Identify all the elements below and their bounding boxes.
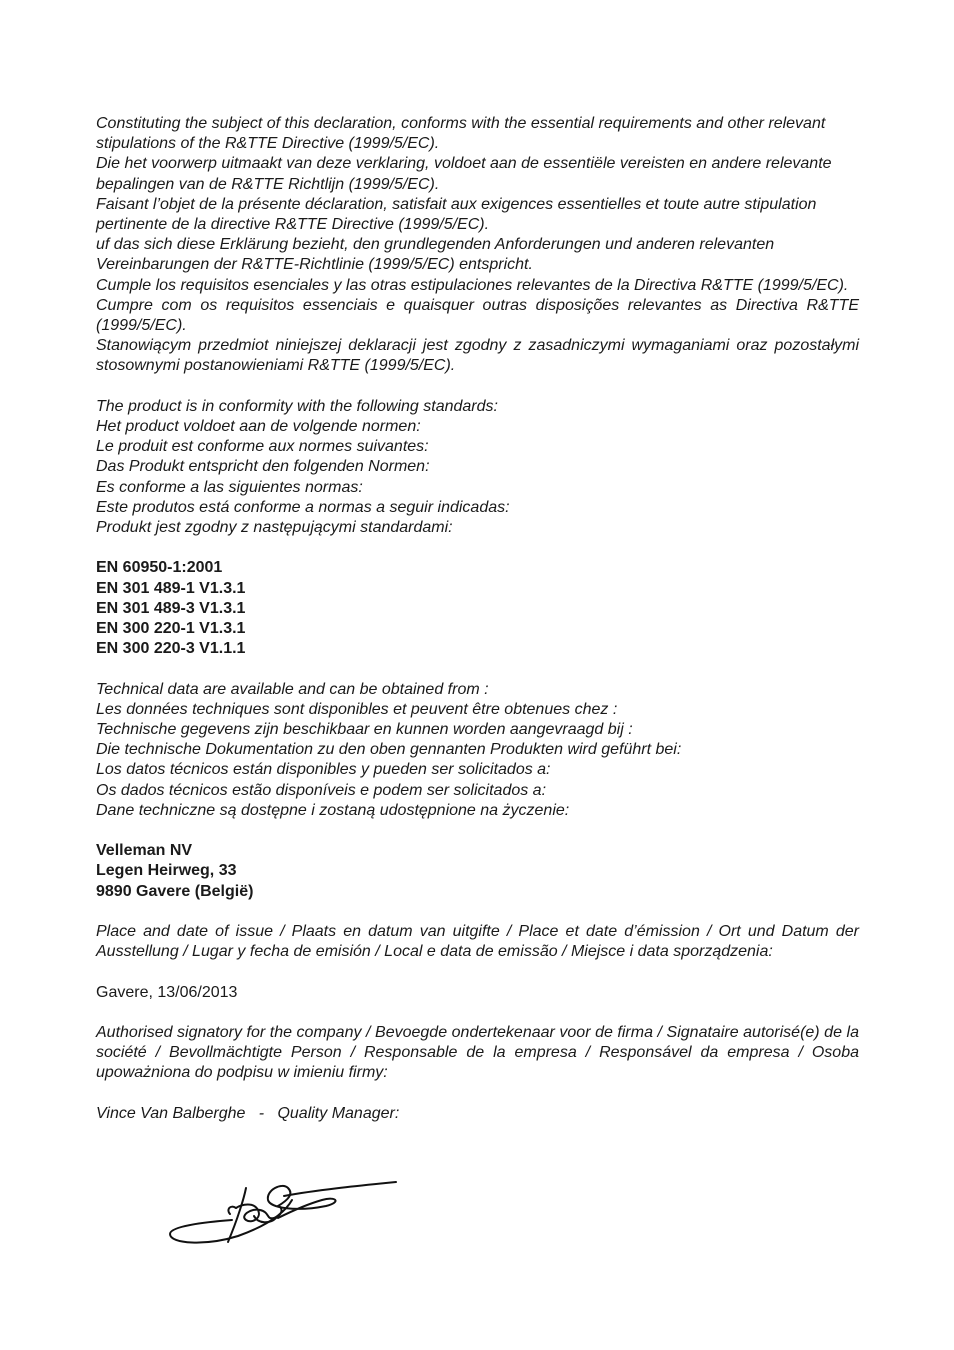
- handwritten-signature-icon: [166, 1174, 398, 1250]
- standards-list: [96, 558, 859, 659]
- standard-item: EN 300 220-3 V1.1.1: [96, 640, 246, 658]
- standards-intro-de: Das Produkt entspricht den folgenden Normen:: [96, 458, 430, 476]
- place-date-value: Gavere, 13/06/2013: [96, 983, 238, 1001]
- standards-intro-pt: Este produtos está conforme a normas a seguir indicadas:: [96, 498, 510, 516]
- spacer: [96, 1084, 859, 1104]
- spacer: [96, 962, 859, 982]
- place-date-label: Place and date of issue / Plaats en datum van uitgifte / Place et date d’émission / Ort und Datum der Ausstellung / Lugar y fecha de emisión / Local e data de emissão / Miejsce i data sporządzenia:: [96, 923, 859, 961]
- conformity-statements: [96, 114, 859, 377]
- conformity-statement-pl: Stanowiącym przedmiot niniejszej deklaracji jest zgodny z zasadniczymi wymaganiami oraz pozostałymi stosownymi postanowieniami R&TTE (1999/5/EC).: [96, 337, 859, 375]
- conformity-statement-en: Constituting the subject of this declaration, conforms with the essential requirements and other relevant stipulations of the R&TTE Directive (1999/5/EC).: [96, 115, 826, 153]
- technical-data-fr: Les données techniques sont disponibles et peuvent être obtenues chez :: [96, 700, 618, 718]
- technical-data-es: Los datos técnicos están disponibles y pueden ser solicitados a:: [96, 761, 551, 779]
- spacer: [96, 659, 859, 679]
- company-street: Legen Heirweg, 33: [96, 862, 237, 880]
- conformity-statement-de: uf das sich diese Erklärung bezieht, den grundlegenden Anforderungen und anderen relevanten Vereinbarungen der R&TTE-Richtlinie (1999/5/EC) entspricht.: [96, 236, 775, 274]
- conformity-statement-es: Cumple los requisitos esenciales y las otras estipulaciones relevantes de la Directiva R&TTE (1999/5/EC).: [96, 276, 849, 294]
- technical-data-en: Technical data are available and can be obtained from :: [96, 680, 489, 698]
- technical-data-pl: Dane techniczne są dostępne i zostaną udostępnione na życzenie:: [96, 801, 570, 819]
- standards-intro-pl: Produkt jest zgodny z następującymi standardami:: [96, 519, 453, 537]
- conformity-statement-fr: Faisant l’objet de la présente déclaration, satisfait aux exigences essentielles et toute autre stipulation pertinente de la directive R&TTE Directive (1999/5/EC).: [96, 195, 817, 234]
- standard-item: EN 301 489-1 V1.3.1: [96, 579, 246, 597]
- declaration-document: [96, 114, 859, 1124]
- company-address: [96, 841, 859, 902]
- standards-intro-es: Es conforme a las siguientes normas:: [96, 478, 363, 496]
- standard-item: EN 301 489-3 V1.3.1: [96, 599, 246, 617]
- conformity-statement-pt: Cumpre com os requisitos essenciais e quaisquer outras disposições relevantes as Directiva R&TTE (1999/5/EC).: [96, 296, 859, 335]
- conformity-statement-nl: Die het voorwerp uitmaakt van deze verklaring, voldoet aan de essentiële vereisten en andere relevante bepalingen van de R&TTE Richtlijn (1999/5/EC).: [96, 155, 832, 193]
- standards-intro: [96, 397, 859, 538]
- standard-item: EN 300 220-1 V1.3.1: [96, 620, 246, 638]
- standards-intro-nl: Het product voldoet aan de volgende normen:: [96, 418, 421, 436]
- technical-data-de: Die technische Dokumentation zu den oben gennanten Produkten wird geführt bei:: [96, 741, 682, 759]
- technical-data-nl: Technische gegevens zijn beschikbaar en kunnen worden aangevraagd bij :: [96, 721, 633, 739]
- technical-data-pt: Os dados técnicos estão disponíveis e podem ser solicitados a:: [96, 781, 547, 799]
- spacer: [96, 538, 859, 558]
- signatory-label: Authorised signatory for the company / Bevoegde ondertekenaar voor de firma / Signataire autorisé(e) de la société / Bevollmächtigte Person / Responsable de la empresa / Responsável da empresa / Osoba upoważniona do podpisu w imieniu firmy:: [96, 1024, 859, 1082]
- standards-intro-en: The product is in conformity with the following standards:: [96, 397, 498, 415]
- spacer: [96, 377, 859, 397]
- technical-data-intro: [96, 680, 859, 821]
- company-city: 9890 Gavere (België): [96, 882, 254, 900]
- company-name: Velleman NV: [96, 842, 193, 860]
- spacer: [96, 1003, 859, 1023]
- signatory-name: Vince Van Balberghe - Quality Manager:: [96, 1104, 400, 1122]
- standard-item: EN 60950-1:2001: [96, 559, 223, 577]
- standards-intro-fr: Le produit est conforme aux normes suivantes:: [96, 438, 429, 456]
- spacer: [96, 821, 859, 841]
- spacer: [96, 902, 859, 922]
